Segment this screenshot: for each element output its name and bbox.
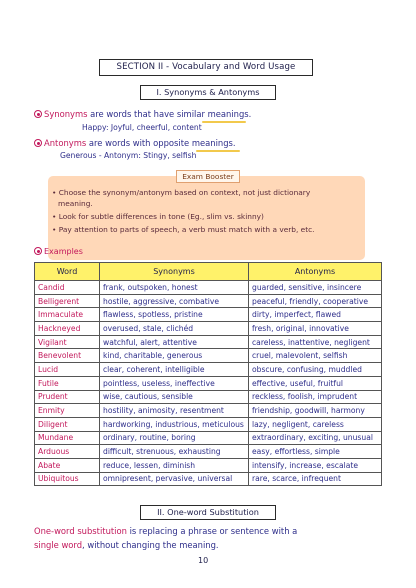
page-number: 10 (198, 556, 209, 565)
word-cell: Hackneyed (35, 322, 100, 336)
antonyms-cell: reckless, foolish, imprudent (249, 390, 382, 404)
word-cell: Vigilant (35, 335, 100, 349)
antonyms-cell: peaceful, friendly, cooperative (249, 294, 382, 308)
synonyms-cell: pointless, useless, ineffective (100, 376, 249, 390)
synonym-definition: Synonyms are words that have similar meanings. (34, 109, 251, 119)
synonyms-cell: overused, stale, clichéd (100, 322, 249, 336)
synonyms-cell: reduce, lessen, diminish (100, 458, 249, 472)
table-row (35, 472, 382, 486)
synonyms-cell: ordinary, routine, boring (100, 431, 249, 445)
word-cell: Prudent (35, 390, 100, 404)
word-cell: Arduous (35, 445, 100, 459)
antonyms-cell: extraordinary, exciting, unusual (249, 431, 382, 445)
antonyms-cell: guarded, sensitive, insincere (249, 281, 382, 295)
column-header-synonyms: Synonyms (100, 263, 249, 281)
synonyms-cell: kind, charitable, generous (100, 349, 249, 363)
antonyms-cell: lazy, negligent, careless (249, 417, 382, 431)
column-header-antonyms: Antonyms (249, 263, 382, 281)
booster-item: • Look for subtle differences in tone (Eg., slim vs. skinny) (52, 212, 264, 221)
word-cell: Immaculate (35, 308, 100, 322)
table-row (35, 417, 382, 431)
word-cell: Ubiquitous (35, 472, 100, 486)
table-header-row (35, 263, 382, 281)
word-cell: Enmity (35, 404, 100, 418)
antonyms-cell: fresh, original, innovative (249, 322, 382, 336)
synonyms-cell: clear, coherent, intelligible (100, 363, 249, 377)
bullet-icon (34, 110, 42, 118)
sub-title: I. Synonyms & Antonyms (140, 85, 276, 100)
synonyms-cell: difficult, strenuous, exhausting (100, 445, 249, 459)
word-cell: Mundane (35, 431, 100, 445)
antonyms-cell: easy, effortless, simple (249, 445, 382, 459)
section2-title: II. One-word Substitution (140, 505, 276, 520)
synonyms-cell: wise, cautious, sensible (100, 390, 249, 404)
table-row (35, 376, 382, 390)
antonyms-cell: rare, scarce, infrequent (249, 472, 382, 486)
antonyms-cell: dirty, imperfect, flawed (249, 308, 382, 322)
bullet-icon (34, 139, 42, 147)
synonyms-cell: flawless, spotless, pristine (100, 308, 249, 322)
table-row (35, 390, 382, 404)
highlight-underline (196, 150, 240, 152)
antonyms-cell: cruel, malevolent, selfish (249, 349, 382, 363)
booster-item-continued: meaning. (58, 199, 93, 208)
antonyms-cell: intensify, increase, escalate (249, 458, 382, 472)
section2-text-line2: single word, without changing the meaning. (34, 540, 219, 550)
table-row (35, 281, 382, 295)
exam-booster-title: Exam Booster (176, 170, 240, 183)
antonyms-cell: effective, useful, fruitful (249, 376, 382, 390)
bullet-icon (34, 247, 42, 255)
word-cell: Lucid (35, 363, 100, 377)
word-cell: Abate (35, 458, 100, 472)
table-row (35, 404, 382, 418)
antonyms-cell: obscure, confusing, muddled (249, 363, 382, 377)
table-row (35, 308, 382, 322)
synonyms-cell: hostile, aggressive, combative (100, 294, 249, 308)
highlight-underline (202, 121, 246, 123)
synonyms-cell: watchful, alert, attentive (100, 335, 249, 349)
synonyms-cell: omnipresent, pervasive, universal (100, 472, 249, 486)
table-row (35, 431, 382, 445)
table-row (35, 458, 382, 472)
word-cell: Candid (35, 281, 100, 295)
synonym-example: Happy: Joyful, cheerful, content (82, 123, 202, 132)
word-cell: Futile (35, 376, 100, 390)
antonyms-cell: careless, inattentive, negligent (249, 335, 382, 349)
table-row (35, 445, 382, 459)
section-title: SECTION II - Vocabulary and Word Usage (99, 59, 313, 76)
table-row (35, 322, 382, 336)
synonyms-cell: hostility, animosity, resentment (100, 404, 249, 418)
table-row (35, 294, 382, 308)
table-row (35, 349, 382, 363)
antonym-example: Generous - Antonym: Stingy, selfish (60, 151, 197, 160)
synonyms-cell: frank, outspoken, honest (100, 281, 249, 295)
table-row (35, 363, 382, 377)
synonyms-cell: hardworking, industrious, meticulous (100, 417, 249, 431)
examples-label: Examples (34, 247, 83, 256)
word-cell: Benevolent (35, 349, 100, 363)
booster-item: • Pay attention to parts of speech, a verb must match with a verb, etc. (52, 225, 315, 234)
vocabulary-table (34, 262, 382, 486)
booster-item: • Choose the synonym/antonym based on context, not just dictionary (52, 188, 311, 197)
word-cell: Belligerent (35, 294, 100, 308)
table-row (35, 335, 382, 349)
word-cell: Diligent (35, 417, 100, 431)
antonym-definition: Antonyms are words with opposite meanings. (34, 138, 236, 148)
section2-text-line1: One-word substitution is replacing a phrase or sentence with a (34, 526, 298, 536)
column-header-word: Word (35, 263, 100, 281)
antonyms-cell: friendship, goodwill, harmony (249, 404, 382, 418)
